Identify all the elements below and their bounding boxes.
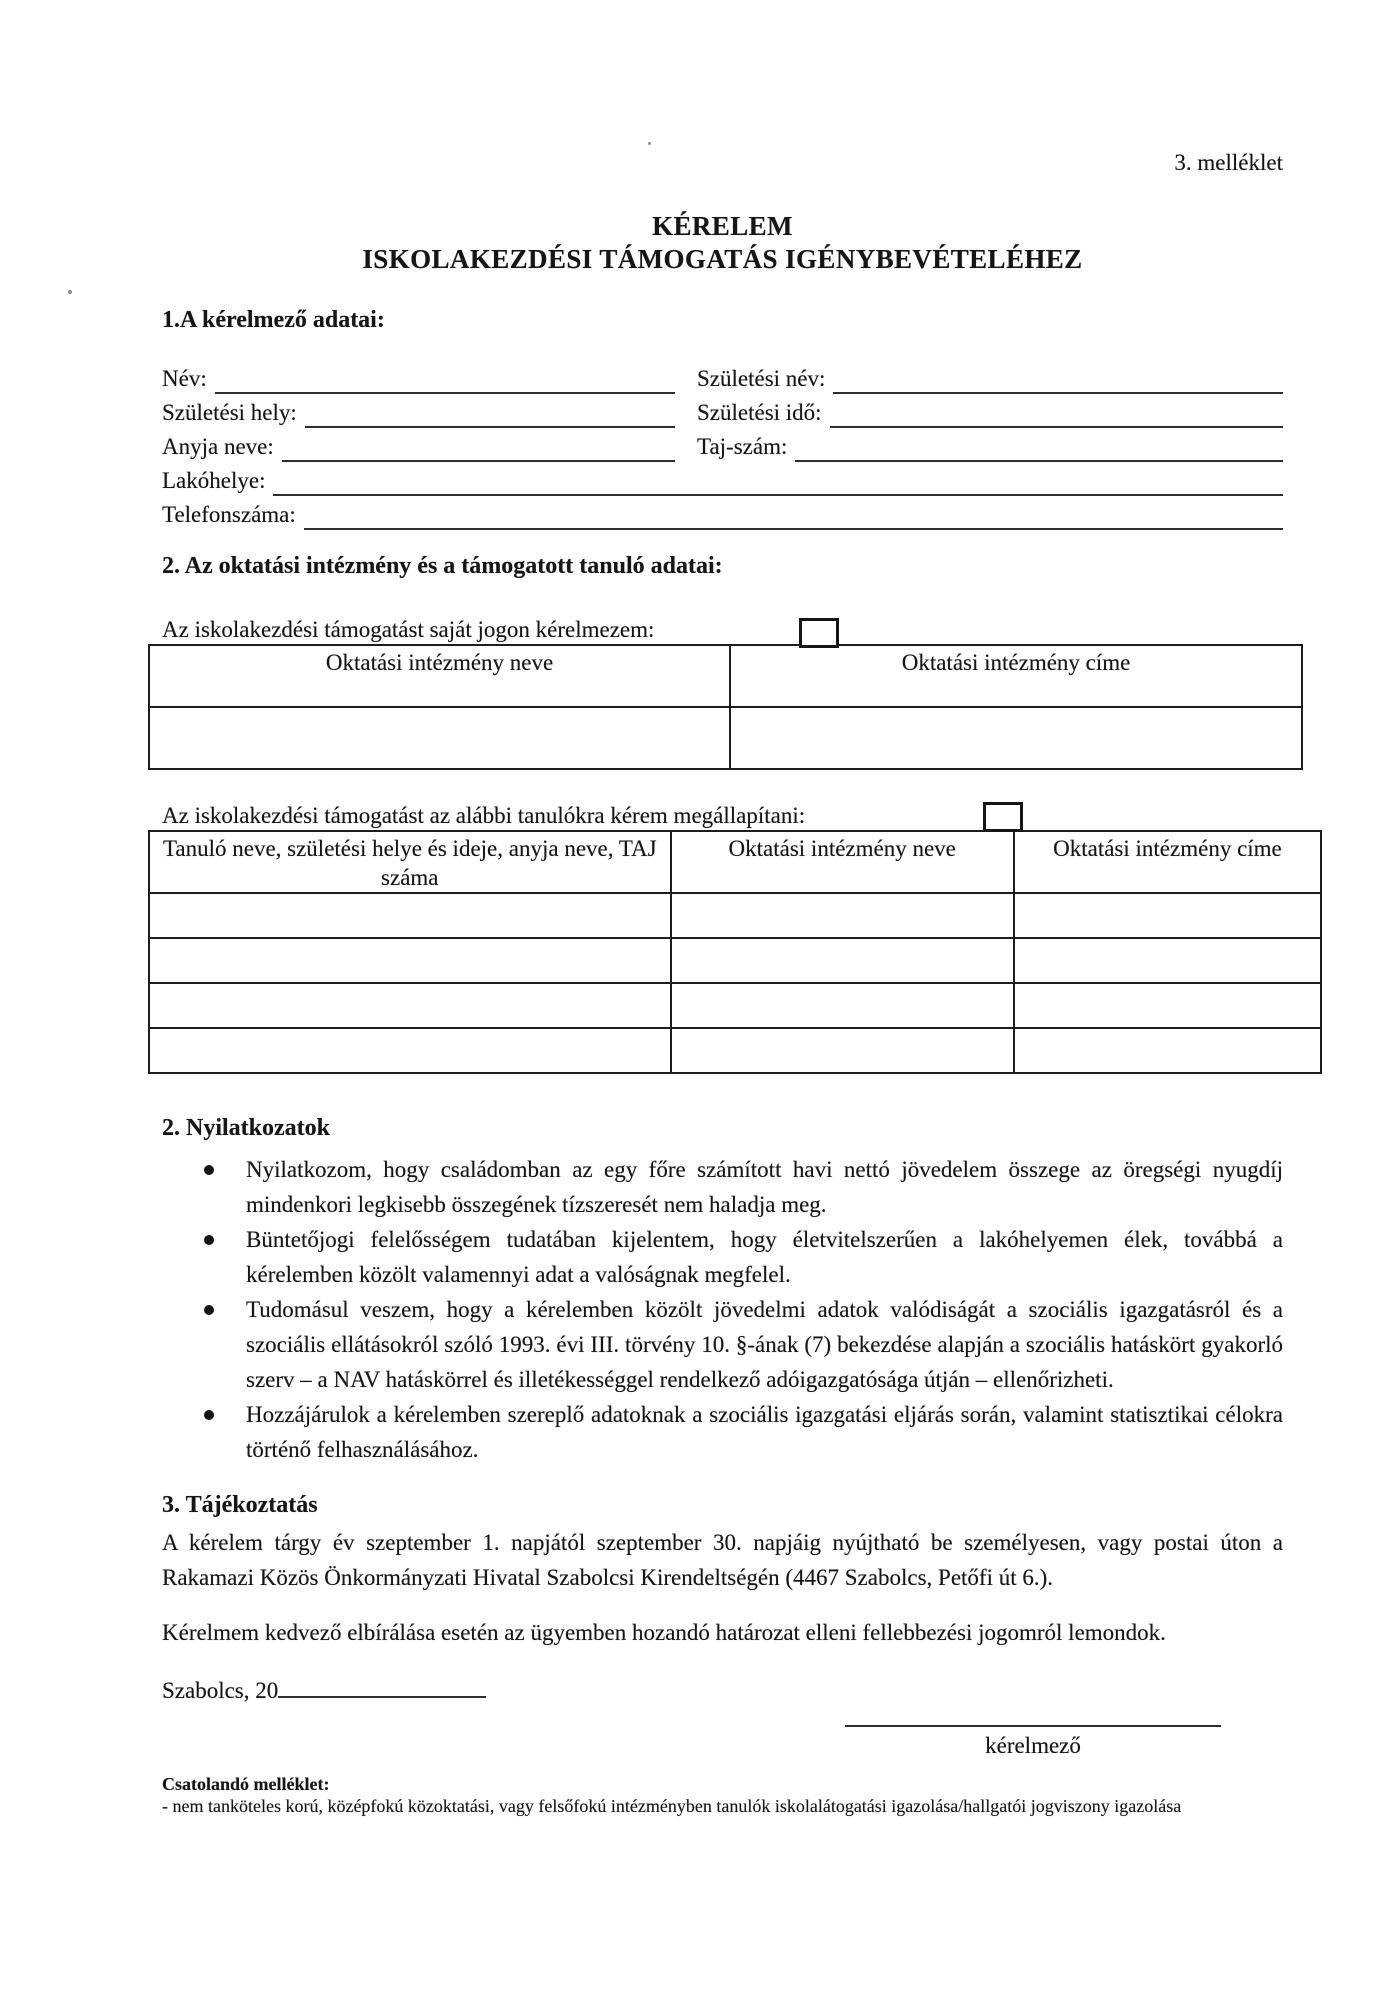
table-row: [149, 893, 1321, 938]
signature-line[interactable]: [845, 1725, 1221, 1729]
field-row-mother-name: [162, 428, 1283, 462]
applicant-fields: [162, 360, 1283, 530]
birth-place-label: Születési hely:: [162, 400, 297, 425]
document-title: [162, 210, 1283, 276]
taj-number-label: Taj-szám:: [697, 434, 788, 459]
list-item: [162, 1222, 1283, 1292]
signer-label: kérelmező: [985, 1733, 1081, 1758]
birth-date-input-line[interactable]: [830, 399, 1283, 428]
own-right-checkbox[interactable]: [799, 618, 839, 648]
bullet-icon: [204, 1165, 214, 1175]
information-paragraph-2: Kérelmem kedvező elbírálása esetén az ügyemben hozandó határozat elleni fellebbezési jogomról lemondok.: [162, 1620, 1166, 1645]
declaration-text: Büntetőjogi felelősségem tudatában kijelentem, hogy életvitelszerűen a lakóhelyemen élek, továbbá a kérelemben közölt valamennyi adat a valóságnak megfelel.: [246, 1227, 1283, 1287]
list-item: [162, 1397, 1283, 1467]
birth-place-input-line[interactable]: [305, 399, 675, 428]
declaration-text: Nyilatkozom, hogy családomban az egy főre számított havi nettó jövedelem összege az öregségi nyugdíj mindenkori legkisebb összegének tízszeresét nem haladja meg.: [246, 1157, 1283, 1217]
table-row: [149, 707, 1302, 769]
declarations-heading: 2. Nyilatkozatok: [162, 1115, 330, 1141]
student-data-cell[interactable]: [149, 1028, 671, 1073]
institution-table: [148, 644, 1303, 770]
institution-name-header: Oktatási intézmény neve: [149, 645, 730, 707]
institution-address-header: Oktatási intézmény címe: [730, 645, 1302, 707]
birth-name-input-line[interactable]: [833, 365, 1283, 394]
institution-table-header-row: [149, 645, 1302, 707]
student-institution-name-cell[interactable]: [671, 938, 1014, 983]
information-paragraph-1: A kérelem tárgy év szeptember 1. napjától szeptember 30. napjáig nyújtható be személyesen, vagy postai úton a Rakamazi Közös Önkormányzati Hivatal Szabolcsi Kirendeltségén (4467 Szabolcs, Petőfi út 6.).: [162, 1530, 1283, 1590]
information-heading: 3. Tájékoztatás: [162, 1492, 318, 1518]
title-line-2: ISKOLAKEZDÉSI TÁMOGATÁS IGÉNYBEVÉTELÉHEZ: [362, 244, 1083, 274]
student-institution-name-cell[interactable]: [671, 1028, 1014, 1073]
student-data-header: Tanuló neve, születési helye és ideje, anyja neve, TAJ száma: [149, 831, 671, 893]
list-item: [162, 1292, 1283, 1397]
taj-number-input-line[interactable]: [795, 433, 1283, 462]
table-row: [149, 938, 1321, 983]
address-input-line[interactable]: [273, 467, 1283, 496]
declaration-text: Tudomásul veszem, hogy a kérelemben közölt jövedelmi adatok valódiságát a szociális igazgatásról és a szociális ellátásokról szóló 1993. évi III. törvény 10. §-ának (7) bekezdése alapján a szociális hatáskört gyakorló szerv – a NAV hatáskörrel és illetékességgel rendelkező adóigazgatósága útján – ellenőrizheti.: [246, 1297, 1283, 1392]
own-right-label: Az iskolakezdési támogatást saját jogon kérelmezem:: [162, 617, 655, 642]
student-institution-name-cell[interactable]: [671, 983, 1014, 1028]
field-row-address: [162, 462, 1283, 496]
address-label: Lakóhelye:: [162, 468, 266, 493]
student-institution-address-cell[interactable]: [1014, 938, 1321, 983]
attachment-number: 3. melléklet: [1174, 150, 1283, 175]
section2-heading: 2. Az oktatási intézmény és a támogatott tanuló adatai:: [162, 553, 723, 579]
phone-input-line[interactable]: [304, 501, 1283, 530]
institution-address-cell[interactable]: [730, 707, 1302, 769]
attachments-item: - nem tanköteles korú, középfokú közoktatási, vagy felsőfokú intézményben tanulók iskolalátogatási igazolása/hallgatói jogviszony igazolása: [162, 1796, 1182, 1816]
students-table: [148, 830, 1322, 1074]
name-label: Név:: [162, 366, 207, 391]
student-institution-address-header: Oktatási intézmény címe: [1014, 831, 1321, 893]
declarations-list: [162, 1152, 1283, 1467]
birth-date-label: Születési idő:: [697, 400, 822, 425]
students-claim-line: [162, 802, 1283, 829]
bullet-icon: [204, 1235, 214, 1245]
students-checkbox[interactable]: [983, 802, 1023, 832]
field-row-name: [162, 360, 1283, 394]
student-data-cell[interactable]: [149, 938, 671, 983]
scan-speck: [68, 290, 72, 294]
field-row-phone: [162, 496, 1283, 530]
student-institution-address-cell[interactable]: [1014, 983, 1321, 1028]
institution-name-cell[interactable]: [149, 707, 730, 769]
declaration-text: Hozzájárulok a kérelemben szereplő adatoknak a szociális igazgatási eljárás során, valamint statisztikai célokra történő felhasználásához.: [246, 1402, 1283, 1462]
date-input-line[interactable]: [278, 1674, 486, 1698]
birth-name-label: Születési név:: [697, 366, 826, 391]
bullet-icon: [204, 1305, 214, 1315]
student-data-cell[interactable]: [149, 983, 671, 1028]
student-institution-name-header: Oktatási intézmény neve: [671, 831, 1014, 893]
student-data-cell[interactable]: [149, 893, 671, 938]
phone-label: Telefonszáma:: [162, 502, 296, 527]
mother-name-label: Anyja neve:: [162, 434, 274, 459]
mother-name-input-line[interactable]: [282, 433, 675, 462]
attachments-heading: Csatolandó melléklet:: [162, 1774, 330, 1794]
student-institution-address-cell[interactable]: [1014, 1028, 1321, 1073]
list-item: [162, 1152, 1283, 1222]
section1-heading: 1.A kérelmező adatai:: [162, 307, 385, 333]
name-input-line[interactable]: [215, 365, 675, 394]
students-label: Az iskolakezdési támogatást az alábbi tanulókra kérem megállapítani:: [162, 803, 806, 828]
signature-block: [845, 1725, 1221, 1761]
bullet-icon: [204, 1410, 214, 1420]
field-row-birth-place: [162, 394, 1283, 428]
date-prefix: Szabolcs, 20: [162, 1678, 279, 1703]
date-line: [162, 1674, 1283, 1705]
own-right-claim-line: [162, 616, 1283, 643]
student-institution-address-cell[interactable]: [1014, 893, 1321, 938]
table-row: [149, 983, 1321, 1028]
title-line-1: KÉRELEM: [652, 211, 793, 241]
students-table-header-row: [149, 831, 1321, 893]
table-row: [149, 1028, 1321, 1073]
student-institution-name-cell[interactable]: [671, 893, 1014, 938]
